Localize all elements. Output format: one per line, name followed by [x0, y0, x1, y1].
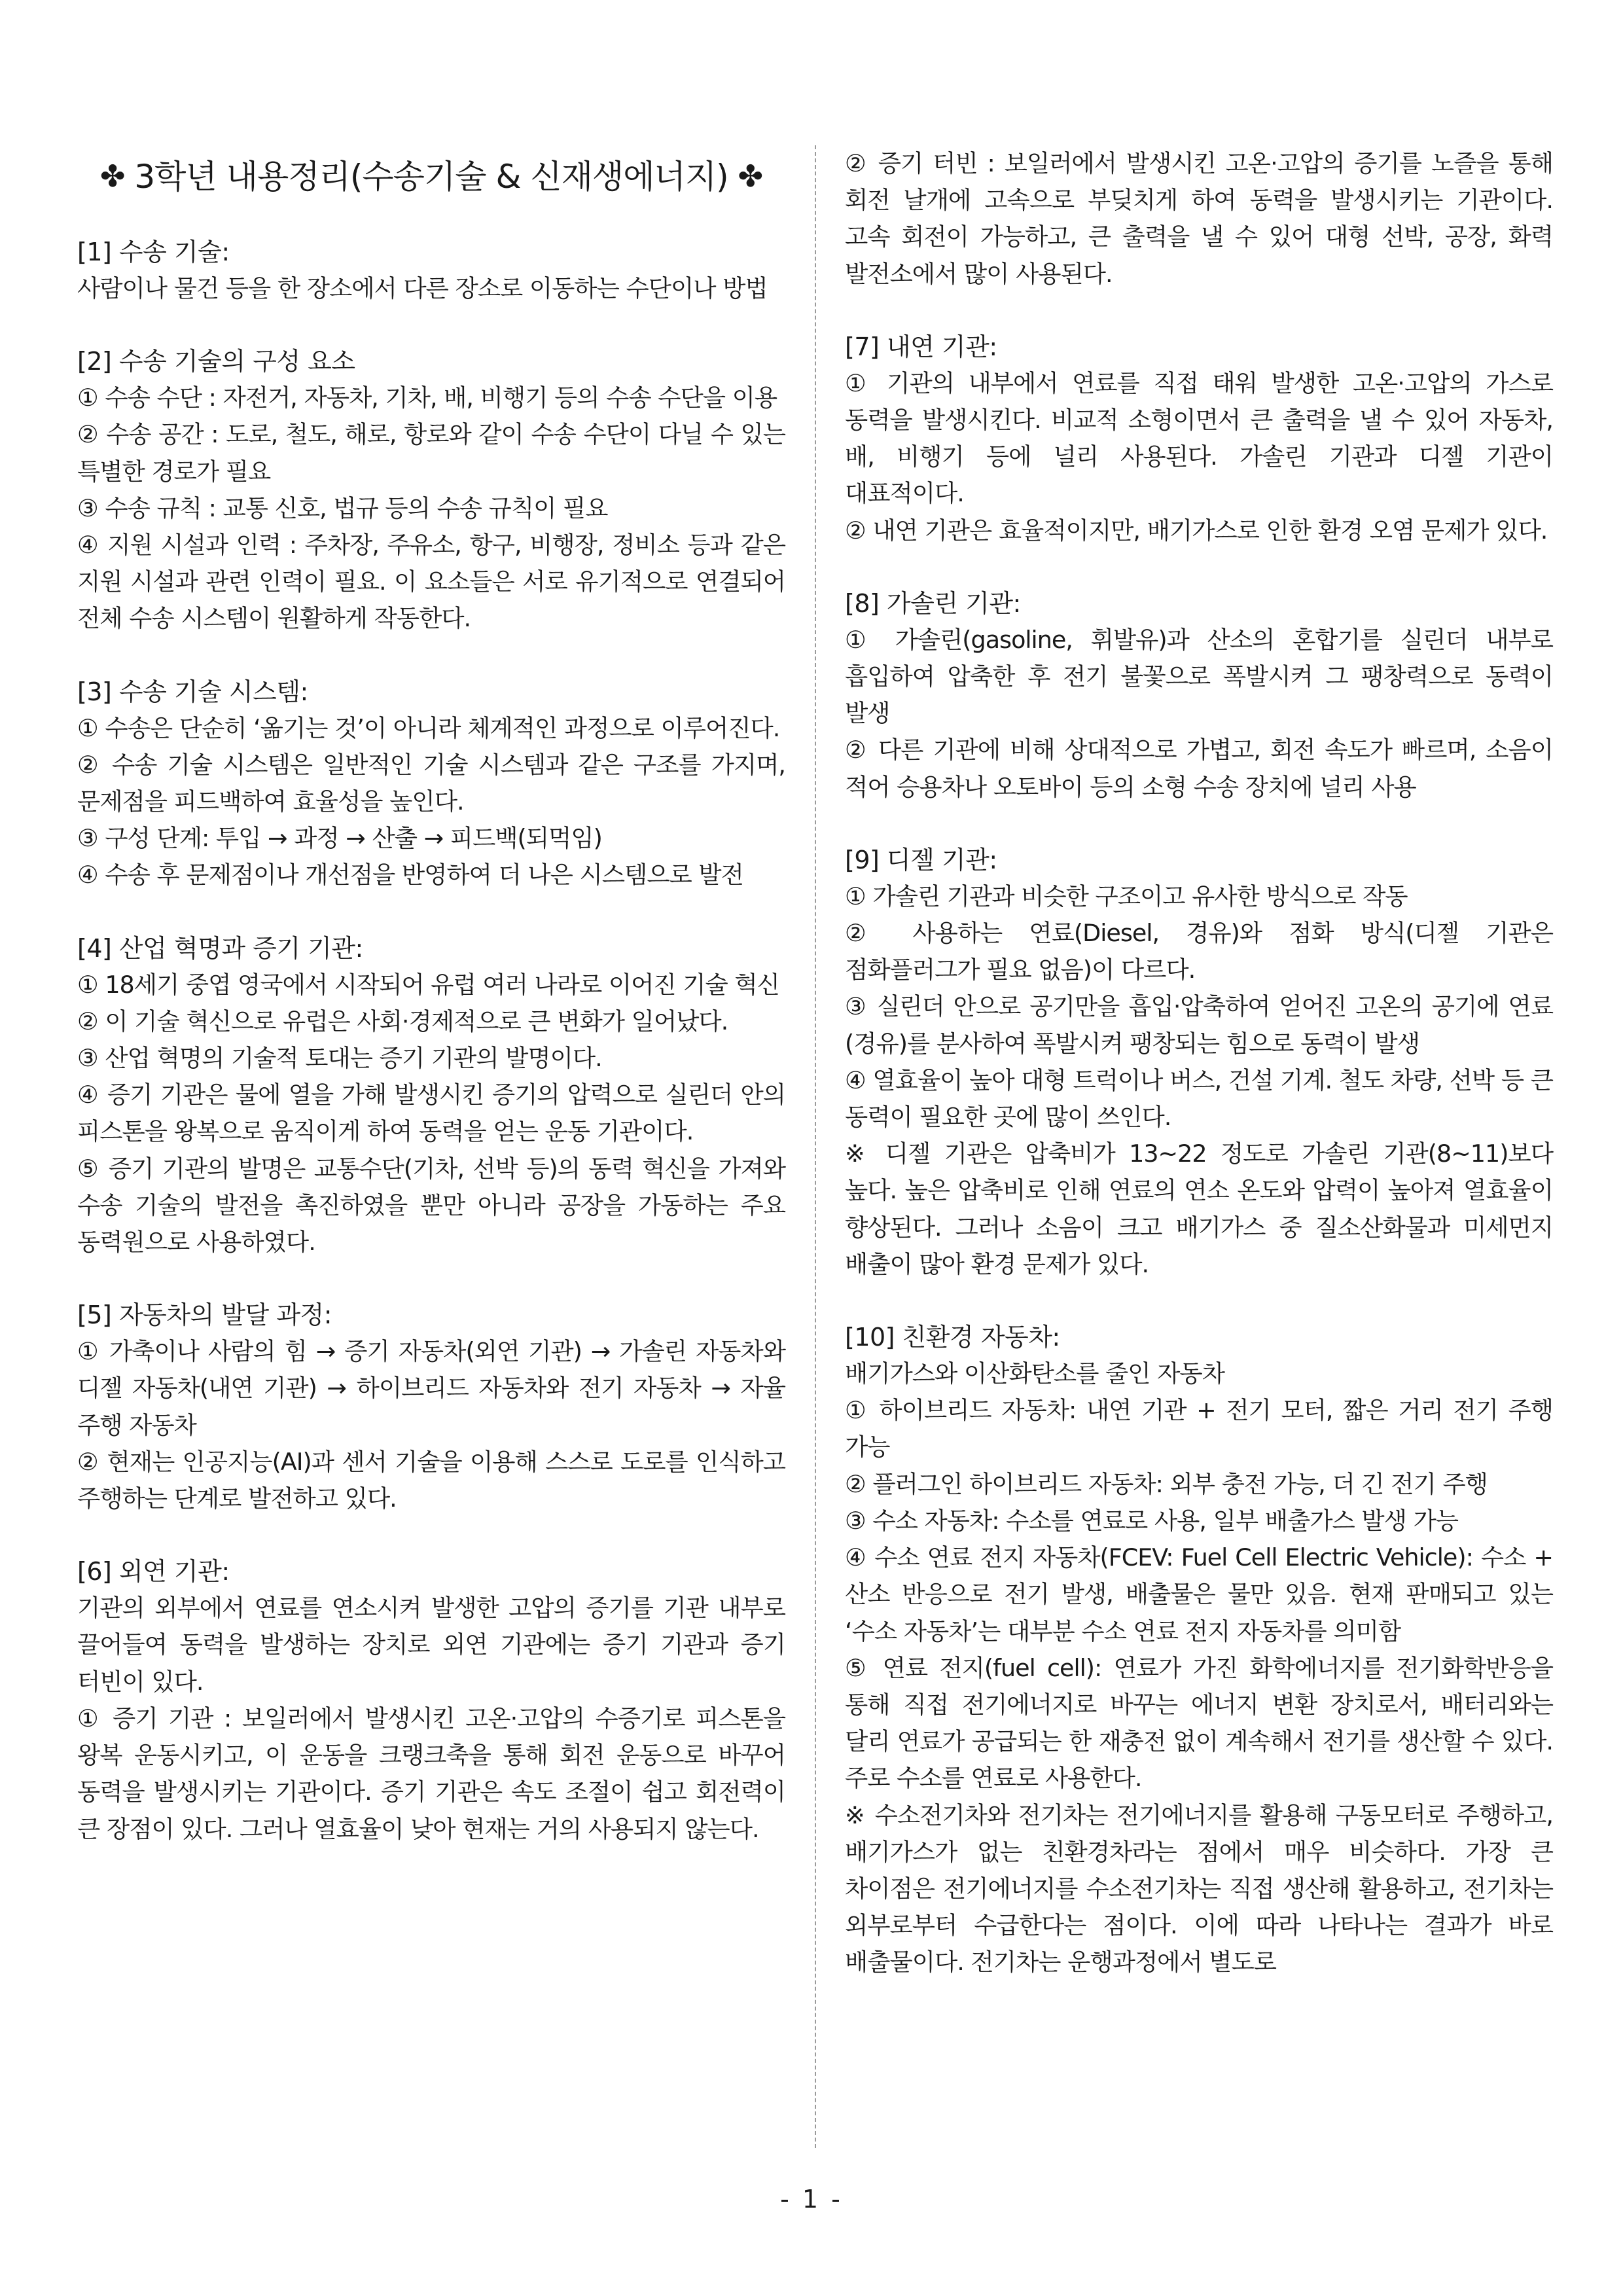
section-paragraph: ※ 수소전기차와 전기차는 전기에너지를 활용해 구동모터로 주행하고, 배기가스가 없는 친환경차라는 점에서 매우 비슷하다. 가장 큰 차이점은 전기에너지를 수소전기차는 직접 생산해 활용하고, 전기차는 외부로부터 수급한다는 점이다. 이에 따라 나타나는 결과가 바로 배출물이다. 전기차는 운행과정에서 별도로: [845, 1801, 1553, 1977]
section-paragraph: 배기가스와 이산화탄소를 줄인 자동차: [845, 1359, 1224, 1388]
section-eco-friendly-cars: [845, 1319, 1553, 1981]
section-paragraph: ② 현재는 인공지능(AI)과 센서 기술을 이용해 스스로 도로를 인식하고 주행하는 단계로 발전하고 있다.: [77, 1447, 785, 1513]
section-heading: [2] 수송 기술의 구성 요소: [77, 347, 355, 376]
column-divider: [815, 145, 816, 2148]
document-title: [77, 153, 785, 200]
section-paragraph: ① 기관의 내부에서 연료를 직접 태워 발생한 고온·고압의 가스로 동력을 발생시킨다. 비교적 소형이면서 큰 출력을 낼 수 있어 자동차, 배, 비행기 등에 널리 사용된다. 가솔린 기관과 디젤 기관이 대표적이다.: [845, 368, 1553, 508]
section-paragraph: ④ 수송 후 문제점이나 개선점을 반영하여 더 나은 시스템으로 발전: [77, 861, 743, 889]
section-paragraph: ④ 지원 시설과 인력 : 주차장, 주유소, 항구, 비행장, 정비소 등과 같은 지원 시설과 관련 인력이 필요. 이 요소들은 서로 유기적으로 연결되어 전체 수송 시스템이 원활하게 작동한다.: [77, 531, 785, 633]
section-paragraph: 기관의 외부에서 연료를 연소시켜 발생한 고압의 증기를 기관 내부로 끌어들여 동력을 발생하는 장치로 외연 기관에는 증기 기관과 증기 터빈이 있다.: [77, 1594, 785, 1696]
section-internal-combustion: [845, 329, 1553, 549]
section-paragraph: ① 하이브리드 자동차: 내연 기관 + 전기 모터, 짧은 거리 전기 주행 가능: [845, 1396, 1553, 1462]
section-paragraph: ① 증기 기관 : 보일러에서 발생시킨 고온·고압의 수증기로 피스톤을 왕복 운동시키고, 이 운동을 크랭크축을 통해 회전 운동으로 바꾸어 동력을 발생시키는 기관이다. 증기 기관은 속도 조절이 쉽고 회전력이 큰 장점이 있다. 그러나 열효율이 낮아 현재는 거의 사용되지 않는다.: [77, 1704, 785, 1843]
section-paragraph: ① 18세기 중엽 영국에서 시작되어 유럽 여러 나라로 이어진 기술 혁신: [77, 970, 779, 999]
section-paragraph: ④ 증기 기관은 물에 열을 가해 발생시킨 증기의 압력으로 실린더 안의 피스톤을 왕복으로 움직이게 하여 동력을 얻는 운동 기관이다.: [77, 1081, 785, 1146]
section-paragraph: ⑤ 증기 기관의 발명은 교통수단(기차, 선박 등)의 동력 혁신을 가져와 수송 기술의 발전을 촉진하였을 뿐만 아니라 공장을 가동하는 주요 동력원으로 사용하였다.: [77, 1154, 785, 1257]
section-paragraph: ③ 수송 규칙 : 교통 신호, 법규 등의 수송 규칙이 필요: [77, 493, 608, 522]
section-car-development: [77, 1297, 785, 1517]
section-paragraph: ② 이 기술 혁신으로 유럽은 사회·경제적으로 큰 변화가 일어났다.: [77, 1007, 728, 1035]
section-paragraph: ④ 수소 연료 전지 자동차(FCEV: Fuel Cell Electric Vehicle): 수소 + 산소 반응으로 전기 발생, 배출물은 물만 있음. 현재 판매되고 있는 ‘수소 자동차’는 대부분 수소 연료 전지 자동차를 의미함: [845, 1543, 1553, 1645]
section-paragraph: ① 가솔린(gasoline, 휘발유)과 산소의 혼합기를 실린더 내부로 흡입하여 압축한 후 전기 불꽃으로 폭발시켜 그 팽창력으로 동력이 발생: [845, 625, 1553, 728]
section-transport-technology: [77, 234, 785, 307]
section-paragraph: ② 내연 기관은 효율적이지만, 배기가스로 인한 환경 오염 문제가 있다.: [845, 516, 1548, 545]
left-column: [77, 145, 785, 1884]
section-paragraph: ③ 구성 단계: 투입 → 과정 → 산출 → 피드백(되먹임): [77, 824, 602, 853]
section-paragraph: ④ 열효율이 높아 대형 트럭이나 버스, 건설 기계. 철도 차량, 선박 등 큰 동력이 필요한 곳에 많이 쓰인다.: [845, 1066, 1553, 1132]
section-external-combustion: [77, 1553, 785, 1847]
section-paragraph: ② 사용하는 연료(Diesel, 경유)와 점화 방식(디젤 기관은 점화플러그가 필요 없음)이 다르다.: [845, 919, 1553, 984]
section-paragraph: ③ 수소 자동차: 수소를 연료로 사용, 일부 배출가스 발생 가능: [845, 1506, 1458, 1535]
section-heading: [7] 내연 기관:: [845, 332, 997, 361]
right-column: [845, 145, 1553, 2017]
document-page: [77, 145, 1553, 2148]
section-heading: [6] 외연 기관:: [77, 1557, 230, 1587]
section-paragraph: ※ 디젤 기관은 압축비가 13~22 정도로 가솔린 기관(8~11)보다 높다. 높은 압축비로 인해 연료의 연소 온도와 압력이 높아져 열효율이 향상된다. 그러나 소음이 크고 배기가스 중 질소산화물과 미세먼지 배출이 많아 환경 문제가 있다.: [845, 1139, 1553, 1278]
title-text: 3학년 내용정리(수송기술 & 신재생에너지): [134, 158, 728, 196]
section-heading: [5] 자동차의 발달 과정:: [77, 1300, 332, 1330]
section-heading: [10] 친환경 자동차:: [845, 1323, 1060, 1352]
section-transport-components: [77, 343, 785, 637]
title-right-ornament-icon: ✤: [738, 158, 763, 194]
section-paragraph: ③ 실린더 안으로 공기만을 흡입·압축하여 얻어진 고온의 공기에 연료(경유)를 분사하여 폭발시켜 팽창되는 힘으로 동력이 발생: [845, 992, 1553, 1058]
section-paragraph: ② 수송 공간 : 도로, 철도, 해로, 항로와 같이 수송 수단이 다닐 수 있는 특별한 경로가 필요: [77, 420, 785, 486]
page-number: - 1 -: [780, 2185, 843, 2214]
section-paragraph: 사람이나 물건 등을 한 장소에서 다른 장소로 이동하는 수단이나 방법: [77, 274, 768, 302]
section-paragraph: ② 다른 기관에 비해 상대적으로 가볍고, 회전 속도가 빠르며, 소음이 적어 승용차나 오토바이 등의 소형 수송 장치에 널리 사용: [845, 736, 1553, 801]
section-heading: [9] 디젤 기관:: [845, 845, 997, 874]
section-gasoline-engine: [845, 585, 1553, 806]
section-paragraph: ① 수송 수단 : 자전거, 자동차, 기차, 배, 비행기 등의 수송 수단을 이용: [77, 384, 777, 412]
title-left-ornament-icon: ✤: [99, 158, 125, 194]
section-paragraph: ① 가솔린 기관과 비슷한 구조이고 유사한 방식으로 작동: [845, 882, 1408, 910]
section-paragraph: ③ 산업 혁명의 기술적 토대는 증기 기관의 발명이다.: [77, 1044, 602, 1073]
section-paragraph: ② 플러그인 하이브리드 자동차: 외부 충전 가능, 더 긴 전기 주행: [845, 1469, 1488, 1498]
section-steam-turbine: [845, 145, 1553, 293]
section-heading: [8] 가솔린 기관:: [845, 588, 1021, 618]
section-heading: [1] 수송 기술:: [77, 238, 230, 266]
section-diesel-engine: [845, 842, 1553, 1283]
section-paragraph: ① 가축이나 사람의 힘 → 증기 자동차(외연 기관) → 가솔린 자동차와 디젤 자동차(내연 기관) → 하이브리드 자동차와 전기 자동차 → 자율 주행 자동차: [77, 1337, 785, 1439]
section-paragraph: ② 수송 기술 시스템은 일반적인 기술 시스템과 같은 구조를 가지며, 문제점을 피드백하여 효율성을 높인다.: [77, 750, 785, 816]
section-paragraph: ① 수송은 단순히 ‘옮기는 것’이 아니라 체계적인 과정으로 이루어진다.: [77, 713, 780, 742]
section-industrial-revolution: [77, 930, 785, 1261]
section-paragraph: ⑤ 연료 전지(fuel cell): 연료가 가진 화학에너지를 전기화학반응을 통해 직접 전기에너지로 바꾸는 에너지 변환 장치로서, 배터리와는 달리 연료가 공급되는 한 재충전 없이 계속해서 전기를 생산할 수 있다. 주로 수소를 연료로 사용한다.: [845, 1653, 1553, 1793]
section-paragraph: ② 증기 터빈 : 보일러에서 발생시킨 고온·고압의 증기를 노즐을 통해 회전 날개에 고속으로 부딪치게 하여 동력을 발생시키는 기관이다. 고속 회전이 가능하고, 큰 출력을 낼 수 있어 대형 선박, 공장, 화력 발전소에서 많이 사용된다.: [845, 149, 1553, 288]
section-heading: [4] 산업 혁명과 증기 기관:: [77, 933, 363, 963]
section-transport-system: [77, 673, 785, 894]
section-heading: [3] 수송 기술 시스템:: [77, 677, 308, 706]
